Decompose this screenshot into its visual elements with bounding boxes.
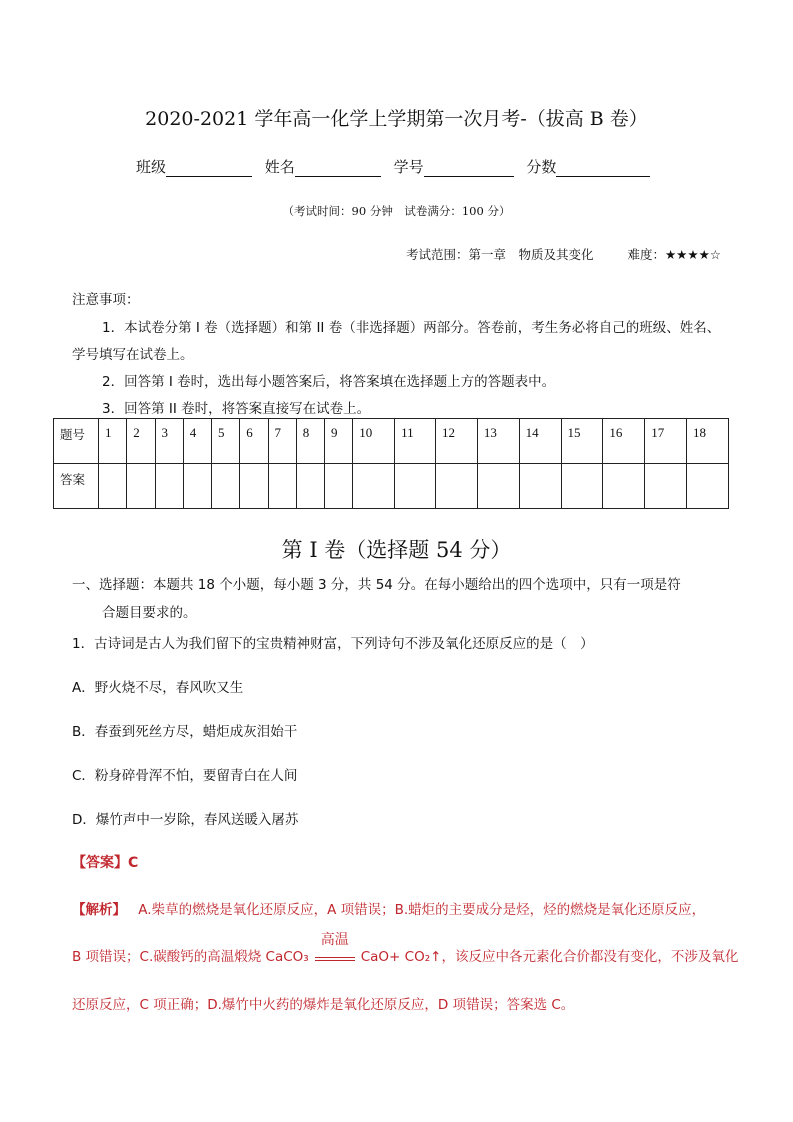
question-number-cell: 11 [395,419,436,464]
section-intro-cont: 合题目要求的。 [102,605,197,621]
answer-cell[interactable] [325,464,353,509]
number-label: 学号 [393,158,424,176]
answer-label: 答案 [54,464,99,509]
answer-cell[interactable] [477,464,519,509]
question-number-cell: 3 [155,419,183,464]
section-intro: 一、选择题：本题共 18 个小题，每小题 3 分，共 54 分。在每小题给出的四个选项中，只有一项是符 [72,577,681,593]
question-number-cell: 16 [603,419,645,464]
explanation-line-1 [72,898,705,918]
answer-cell[interactable] [268,464,296,509]
notes-heading: 注意事项： [72,292,140,308]
page-title: 2020-2021 学年高一化学上学期第一次月考-（拔高 B 卷） [145,108,648,130]
note-item-1: 1．本试卷分第 I 卷（选择题）和第 II 卷（非选择题）两部分。答卷前，考生务必将自己的班级、姓名、 [102,320,721,336]
option-c: C．粉身碎骨浑不怕，要留青白在人间 [72,768,298,784]
answer-cell[interactable] [687,464,729,509]
difficulty-stars-icon: ★★★★☆ [664,247,721,262]
section-title: 第 I 卷（选择题 54 分） [281,538,512,562]
option-a: A．野火烧不尽，春风吹又生 [72,680,244,696]
answer-cell[interactable] [212,464,240,509]
answer-key: 【答案】C [72,855,139,871]
exam-scope [406,245,721,263]
explanation-line-3: 还原反应，C 项正确；D.爆竹中火药的爆炸是氧化还原反应，D 项错误；答案选 C。 [72,997,575,1013]
explanation-text-2a: B 项错误；C.碳酸钙的高温煅烧 CaCO₃ [72,949,309,965]
exam-meta: （考试时间：90 分钟 试卷满分：100 分） [282,204,511,218]
question-number-cell: 2 [127,419,155,464]
option-b: B．春蚕到死丝方尽，蜡炬成灰泪始干 [72,724,298,740]
explanation-text-1: A.柴草的燃烧是氧化还原反应，A 项错误；B.蜡炬的主要成分是烃，烃的燃烧是氧化还原反应， [138,902,706,918]
note-item-2: 2．回答第 I 卷时，选出每小题答案后，将答案填在选择题上方的答题表中。 [102,374,556,390]
class-blank[interactable] [166,160,252,177]
question-number-cell: 6 [240,419,268,464]
answer-cell[interactable] [395,464,436,509]
question-number-cell: 13 [477,419,519,464]
reaction-condition [315,932,355,961]
answer-cell[interactable] [519,464,561,509]
option-d: D．爆竹声中一岁除，春风送暖入屠苏 [72,812,299,828]
note-item-1-cont: 学号填写在试卷上。 [72,347,194,363]
number-blank[interactable] [424,160,514,177]
question-number-cell: 17 [645,419,687,464]
question-number-cell: 10 [353,419,395,464]
reaction-condition-label: 高温 [320,932,349,948]
question-number-cell: 12 [435,419,477,464]
question-number-cell: 8 [296,419,324,464]
answer-table [53,418,729,509]
answer-cell[interactable] [603,464,645,509]
name-blank[interactable] [295,160,381,177]
answer-cell[interactable] [240,464,268,509]
difficulty-label: 难度： [627,247,665,262]
class-label: 班级 [136,158,167,176]
question-number-cell: 18 [687,419,729,464]
student-info-fields [136,156,658,177]
score-blank[interactable] [556,160,650,177]
question-number-label: 题号 [54,419,99,464]
answer-cell[interactable] [561,464,603,509]
question-number-cell: 1 [99,419,127,464]
answer-cell[interactable] [99,464,127,509]
answer-cell[interactable] [183,464,211,509]
note-item-3: 3．回答第 II 卷时，将答案直接写在试卷上。 [102,401,371,417]
explanation-label: 【解析】 [72,902,126,918]
name-label: 姓名 [264,158,295,176]
question-number-cell: 5 [212,419,240,464]
answer-cell[interactable] [127,464,155,509]
question-stem: 1．古诗词是古人为我们留下的宝贵精神财富，下列诗句不涉及氧化还原反应的是（ ） [72,636,594,652]
question-number-cell: 15 [561,419,603,464]
answer-cell[interactable] [353,464,395,509]
answer-table-header-row [54,419,729,464]
explanation-text-2b: CaO+ CO₂↑，该反应中各元素化合价都没有变化，不涉及氧化 [360,949,739,965]
question-number-cell: 7 [268,419,296,464]
question-number-cell: 14 [519,419,561,464]
answer-cell[interactable] [155,464,183,509]
answer-cell[interactable] [296,464,324,509]
answer-cell[interactable] [435,464,477,509]
question-number-cell: 9 [325,419,353,464]
question-number-cell: 4 [183,419,211,464]
double-line-arrow-icon [315,957,355,961]
explanation-line-2 [72,932,739,965]
answer-cell[interactable] [645,464,687,509]
scope-label: 考试范围：第一章 物质及其变化 [405,247,594,262]
answer-table-answer-row [54,464,729,509]
score-label: 分数 [526,158,557,176]
